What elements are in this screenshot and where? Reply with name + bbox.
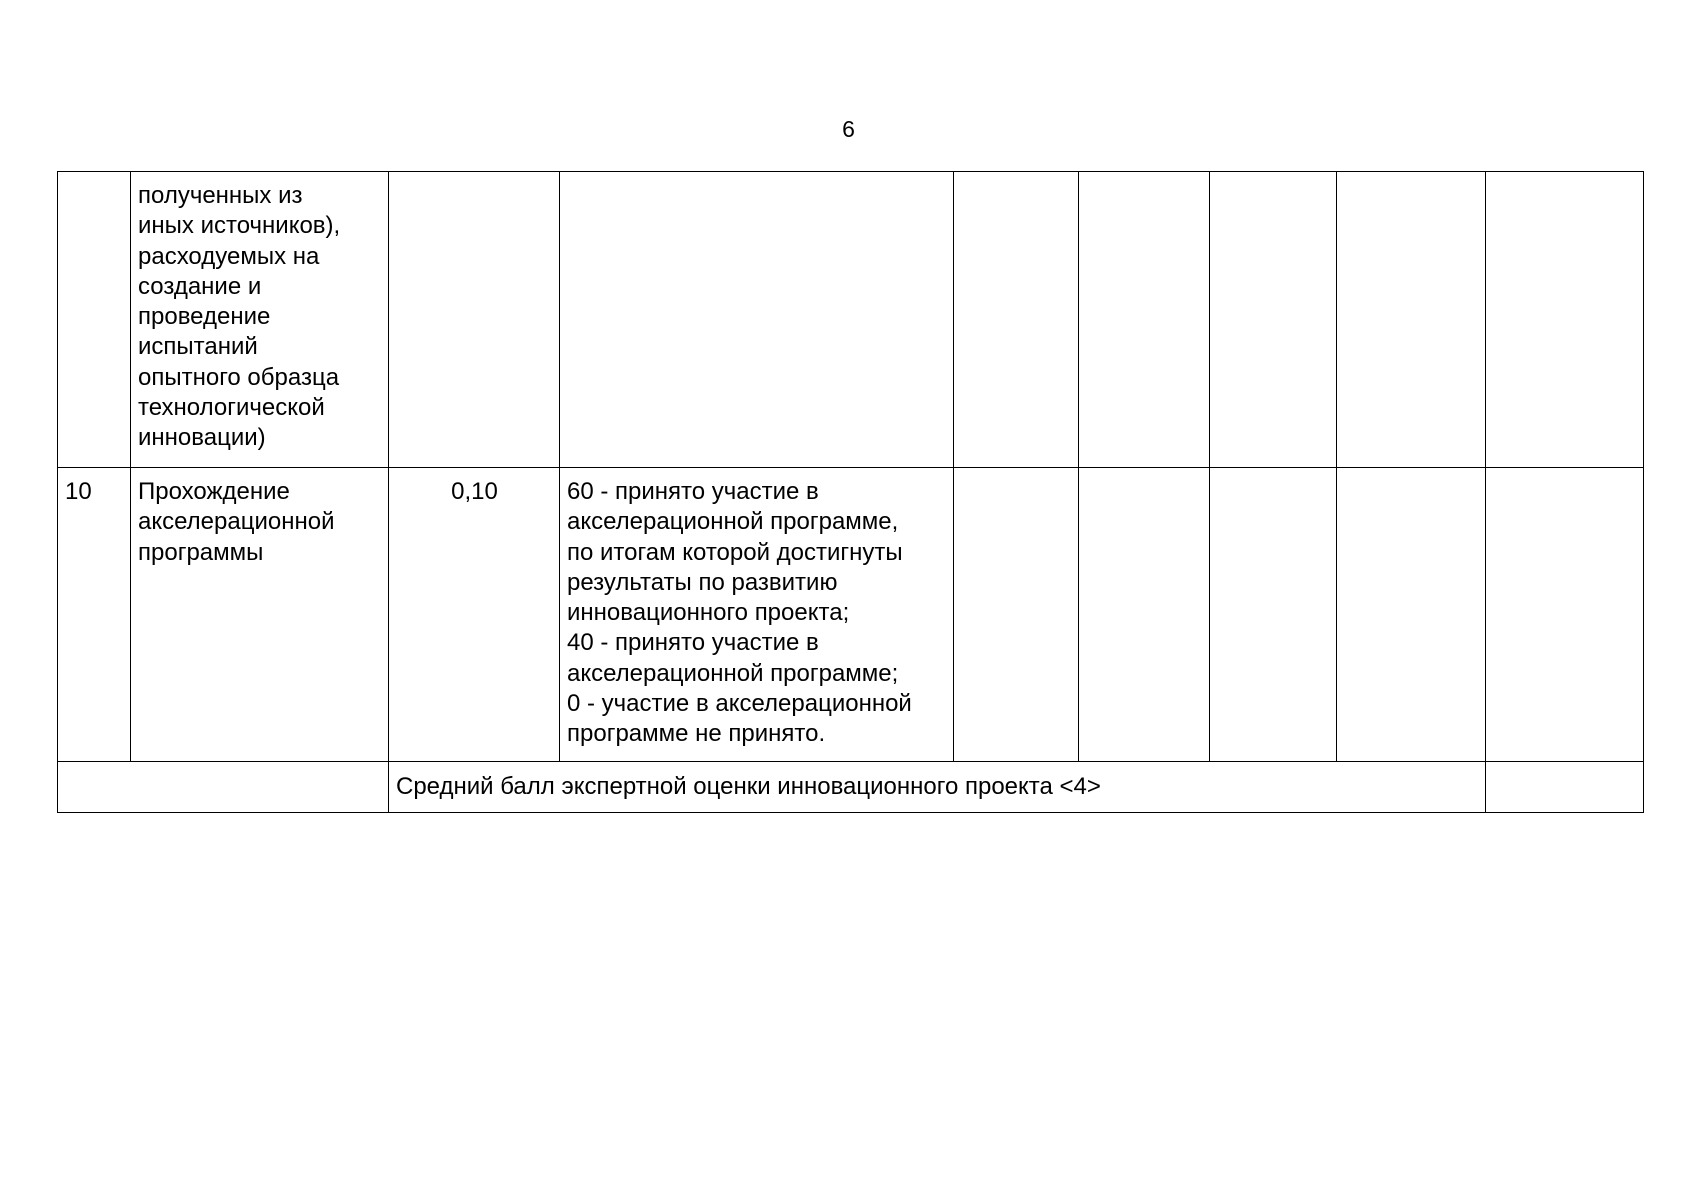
total-empty-cell — [58, 762, 389, 813]
criterion-cell: Прохождение акселерационной программы — [131, 468, 389, 762]
scale-cell — [560, 172, 954, 468]
row-number-cell: 10 — [58, 468, 131, 762]
table-row-10 — [58, 468, 1644, 762]
expert-score-cell-3 — [1210, 468, 1337, 762]
expert-score-cell-1 — [954, 468, 1079, 762]
scale-cell: 60 - принято участие в акселерационной программе, по итогам которой достигнуты результаты по развитию инновационного проекта; 40 - принято участие в акселерационной программе; 0 - участие в акселерационной программе не принято. — [560, 468, 954, 762]
weighted-score-cell — [1486, 468, 1644, 762]
expert-score-cell-3 — [1210, 172, 1337, 468]
row-number-cell — [58, 172, 131, 468]
expert-score-cell-4 — [1337, 468, 1486, 762]
expert-score-cell-2 — [1079, 468, 1210, 762]
weight-cell: 0,10 — [389, 468, 560, 762]
average-score-label: Средний балл экспертной оценки инновационного проекта <4> — [389, 762, 1486, 813]
average-score-value — [1486, 762, 1644, 813]
criterion-cell: полученных из иных источников), расходуемых на создание и проведение испытаний опытного образца технологической инновации) — [131, 172, 389, 468]
weighted-score-cell — [1486, 172, 1644, 468]
expert-score-cell-1 — [954, 172, 1079, 468]
expert-score-cell-4 — [1337, 172, 1486, 468]
weight-cell — [389, 172, 560, 468]
expert-evaluation-table — [57, 171, 1644, 813]
page-number: 6 — [842, 116, 855, 142]
expert-score-cell-2 — [1079, 172, 1210, 468]
table-row-continued — [58, 172, 1644, 468]
table-row-total — [58, 762, 1644, 813]
